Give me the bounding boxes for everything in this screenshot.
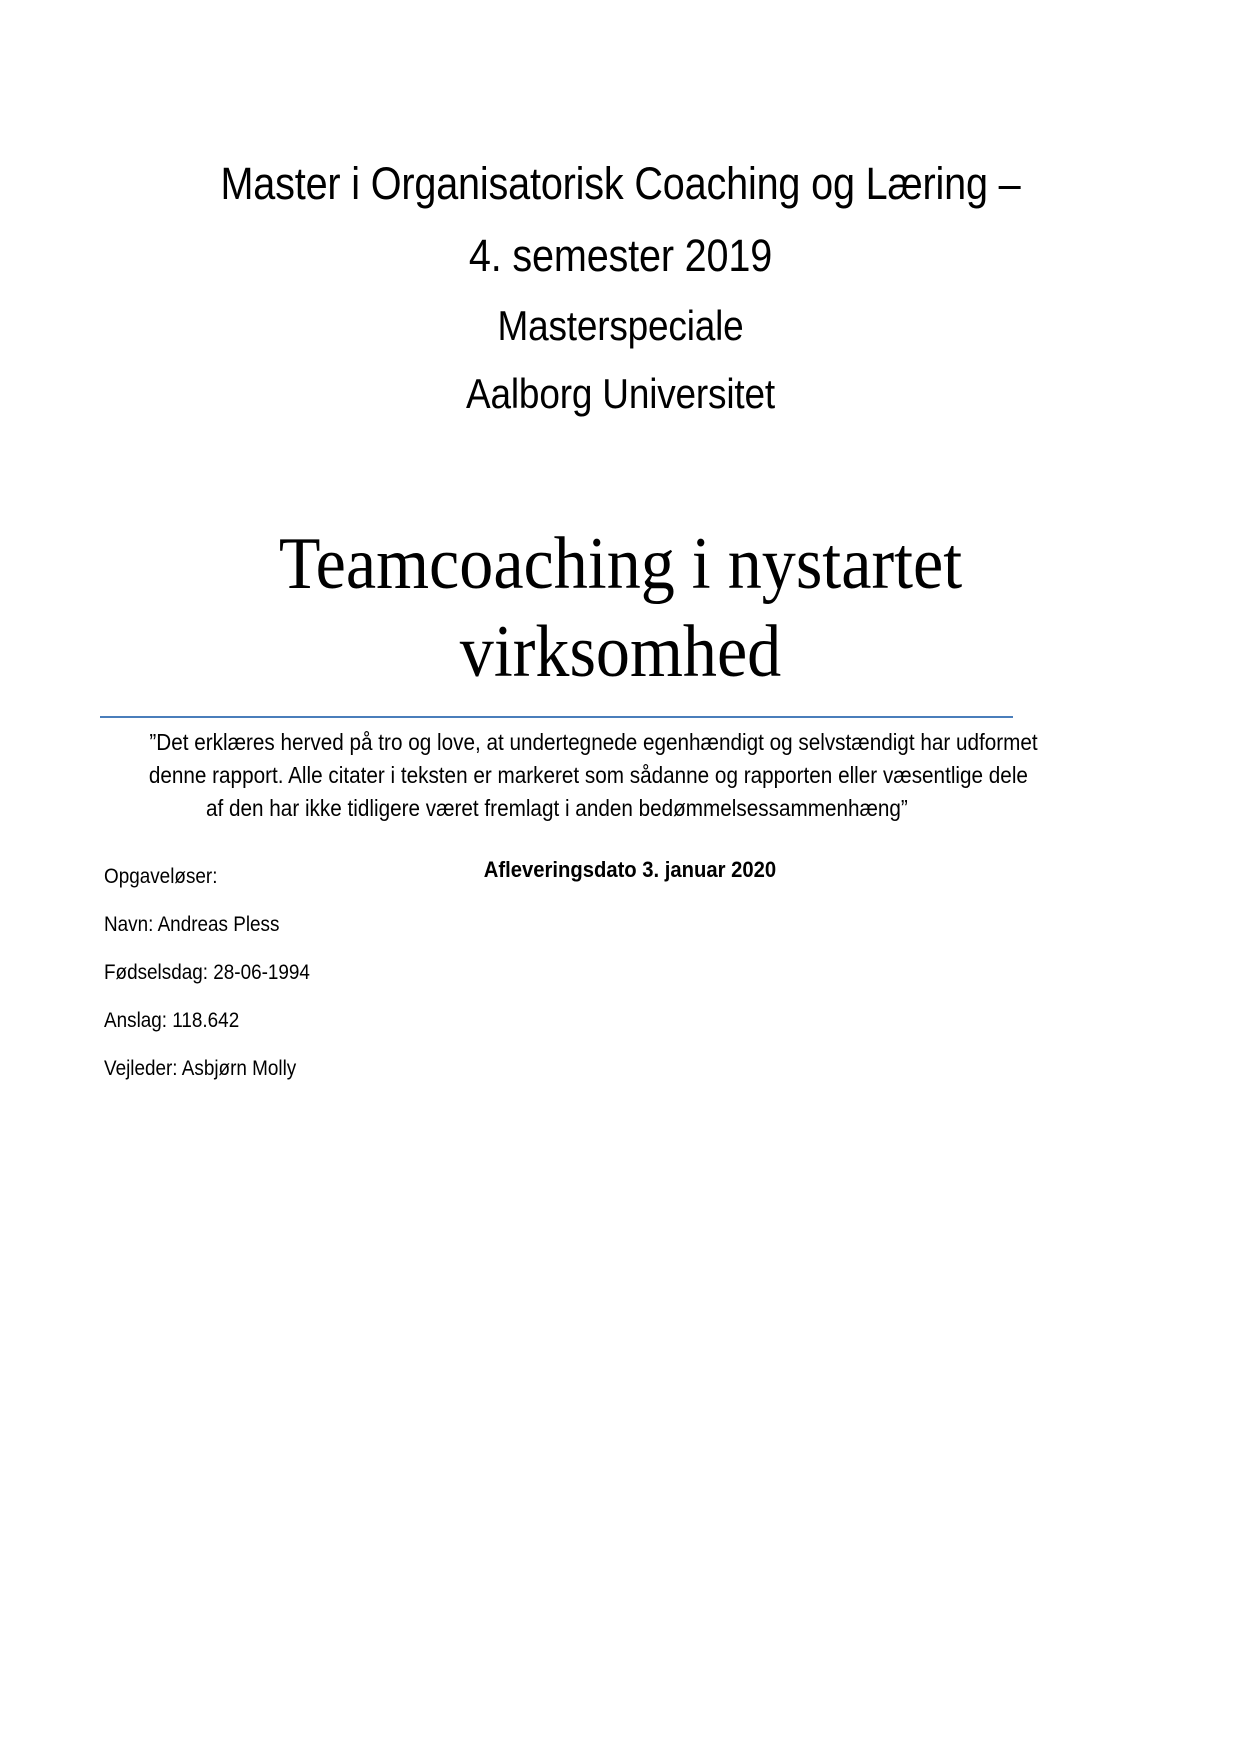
author-role-label: Opgaveløser: bbox=[104, 865, 218, 888]
supervisor-row bbox=[104, 1054, 604, 1102]
declaration-line-3: af den har ikke tidligere været fremlagt i anden bedømmelsessammenhæng” bbox=[205, 795, 908, 821]
character-count-row bbox=[104, 1006, 604, 1054]
author-name-value: Navn: Andreas Pless bbox=[104, 913, 280, 936]
programme-header bbox=[100, 148, 1141, 428]
page-title bbox=[100, 520, 1141, 696]
character-count-value: Anslag: 118.642 bbox=[104, 1009, 240, 1032]
header-line-programme: Master i Organisatorisk Coaching og Læring – bbox=[220, 158, 1021, 209]
page-title-line-2: virksomhed bbox=[459, 610, 782, 693]
author-role-row bbox=[104, 862, 604, 910]
author-birthday-value: Fødselsdag: 28-06-1994 bbox=[104, 961, 310, 984]
declaration-statement bbox=[100, 726, 1038, 825]
author-info-block bbox=[104, 862, 604, 1102]
header-line-semester: 4. semester 2019 bbox=[468, 230, 773, 281]
divider bbox=[100, 716, 1013, 718]
supervisor-value: Vejleder: Asbjørn Molly bbox=[104, 1057, 297, 1080]
submission-date-label: Afleveringsdato 3. januar 2020 bbox=[483, 857, 777, 882]
page-title-line-1: Teamcoaching i nystartet bbox=[278, 522, 963, 605]
declaration-line-1: ”Det erklæres herved på tro og love, at undertegnede egenhændigt og selvstændigt har udformet bbox=[149, 729, 1038, 755]
header-line-university: Aalborg Universitet bbox=[466, 370, 775, 417]
declaration-line-2: denne rapport. Alle citater i teksten er markeret som sådanne og rapporten eller væsentlige dele bbox=[148, 762, 1028, 788]
author-name-row bbox=[104, 910, 604, 958]
author-birthday-row bbox=[104, 958, 604, 1006]
header-line-thesis-type: Masterspeciale bbox=[497, 302, 744, 349]
